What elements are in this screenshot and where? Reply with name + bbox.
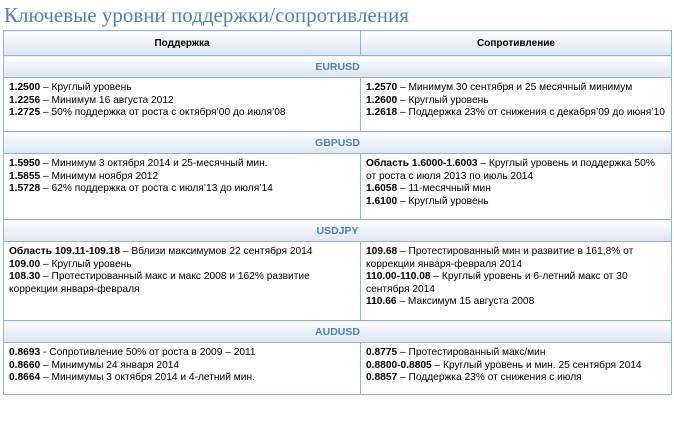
resistance-level: 1.6058 – 11-месячный мин [366,183,491,195]
support-level: 1.5728 – 62% поддержка от роста с июля’13 до июля’14 [9,183,273,195]
support-cell-usdjpy [4,242,361,321]
support-level: 0.8660 – Минимумы 24 января 2014 [9,359,180,371]
resistance-level: Область 1.6000-1.6003 – Круглый уровень и поддержка 50% от роста с июля 2013 по июль 2014 [366,158,655,182]
support-level: 0.8664 – Минимумы 3 октября 2014 и 4-летний мин. [9,372,255,384]
resistance-cell-eurusd [361,78,672,132]
resistance-level: 1.2600 – Круглый уровень [366,94,489,106]
resistance-level: 1.2570 – Минимум 30 сентября и 25 месячный минимум [366,82,633,93]
support-cell-audusd [4,343,361,395]
support-level: 1.2256 – Минимум 16 августа 2012 [9,94,174,106]
pair-header-audusd: AUDUSD [4,321,672,343]
resistance-cell-audusd [361,343,672,395]
resistance-cell-gbpusd [361,154,672,220]
support-cell-eurusd [4,78,361,132]
support-level: 109.00 – Круглый уровень [9,258,132,270]
resistance-level: 1.6100 – Круглый уровень [366,195,489,207]
resistance-level: 110.66 – Максимум 15 августа 2008 [366,296,535,308]
support-level: 1.2500 – Круглый уровень [9,82,132,93]
support-level: 1.5855 – Минимум ноября 2012 [9,170,159,182]
resistance-level: 110.00-110.08 – Круглый уровень и 6-летний макс от 30 сентября 2014 [366,271,628,295]
pair-header-eurusd: EURUSD [4,56,672,78]
pair-header-gbpusd: GBPUSD [4,132,672,154]
resistance-level: 1.2618 – Поддержка 23% от снижения с декабря’09 до июня’10 [366,107,665,119]
resistance-level: 0.8857 – Поддержка 23% от снижения с июля [366,372,582,384]
resistance-level: 109.68 – Протестированный мин и развитие в 161,8% от коррекции января-февраля 2014 [366,246,634,270]
support-level: 1.5950 – Минимум 3 октября 2014 и 25-месячный мин. [9,158,268,169]
support-level: Область 109.11-109.18 – Вблизи максимумов 22 сентября 2014 [9,246,313,257]
support-header: Поддержка [4,31,361,56]
support-level: 0.8693 - Сопротивление 50% от роста в 2009 – 2011 [9,347,256,358]
support-level: 1.2725 – 50% поддержка от роста с октября’00 до июля’08 [9,107,286,119]
resistance-cell-usdjpy [361,242,672,321]
support-cell-gbpusd [4,154,361,220]
resistance-level: 0.8800-0.8805 – Круглый уровень и мин. 25 сентября 2014 [366,359,642,371]
pair-header-usdjpy: USDJPY [4,220,672,242]
support-level: 108.30 – Протестированный макс и макс 2008 и 162% развитие коррекции января-февраля [9,271,310,295]
resistance-header: Сопротивление [361,31,672,56]
page-title: Ключевые уровни поддержки/сопротивления [4,3,409,27]
resistance-level: 0.8775 – Протестированный макс/мин [366,347,546,358]
levels-table [3,30,672,395]
